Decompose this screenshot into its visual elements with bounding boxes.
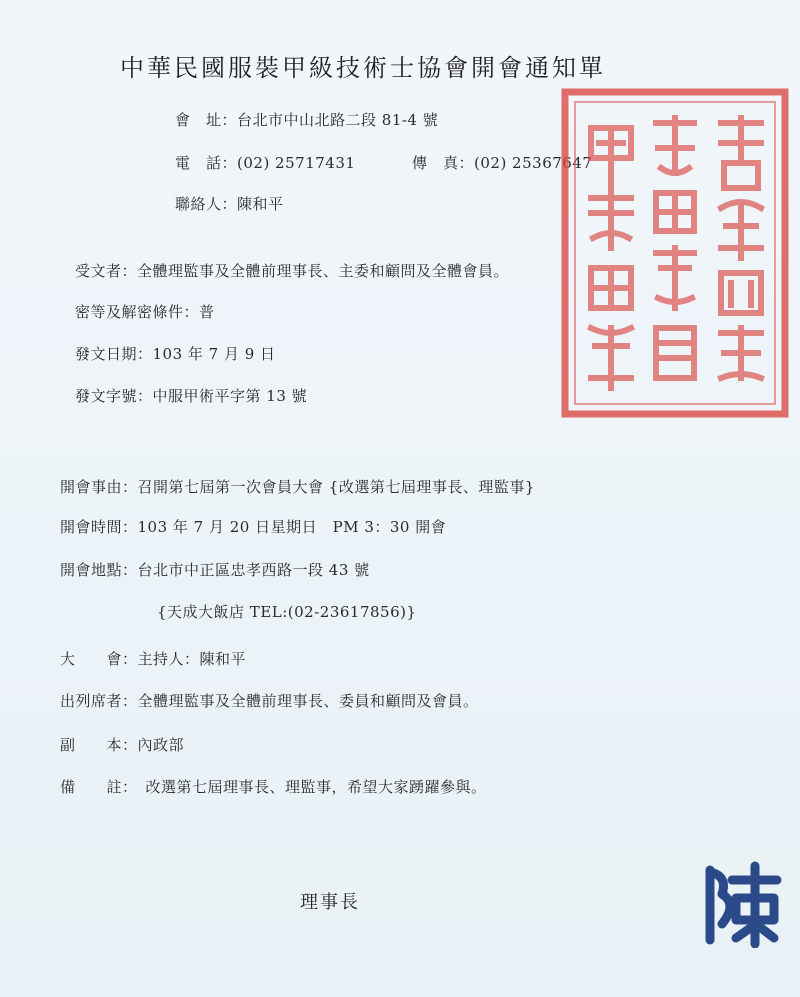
subject-line: 開會事由：召開第七屆第一次會員大會 {改選第七屆理事長、理監事} [60, 478, 535, 496]
phone-line: 電 話：(02) 25717431 [175, 154, 356, 172]
chairman-signature [700, 858, 800, 948]
official-seal [561, 88, 789, 418]
attendees-line: 出列席者：全體理監事及全體前理事長、委員和顧問及會員。 [60, 692, 479, 710]
contact-line: 聯絡人：陳和平 [175, 195, 284, 213]
location-line: 開會地點：台北市中正區忠孝西路一段 43 號 [60, 561, 370, 579]
venue-line: {天成大飯店 TEL:(02-23617856)} [157, 603, 417, 621]
issue-number-line: 發文字號：中服甲術平字第 13 號 [75, 387, 308, 405]
issue-date-line: 發文日期：103 年 7 月 9 日 [75, 345, 276, 363]
copy-line: 副 本：內政部 [60, 736, 185, 754]
chair-line: 大 會：主持人：陳和平 [60, 650, 247, 668]
remarks-line: 備 註： 改選第七屆理事長、理監事，希望大家踴躍參與。 [60, 778, 487, 796]
signature-block [300, 888, 360, 914]
address-line: 會 址：台北市中山北路二段 81-4 號 [175, 111, 439, 129]
signatory-role: 理事長 [300, 892, 360, 913]
classification-line: 密等及解密條件：普 [75, 303, 215, 321]
fax-line: 傳 真：(02) 25367647 [412, 154, 593, 172]
document-title: 中華民國服裝甲級技術士協會開會通知單 [120, 54, 606, 82]
time-line: 開會時間：103 年 7 月 20 日星期日 PM 3：30 開會 [60, 518, 447, 536]
recipient-line: 受文者：全體理監事及全體前理事長、主委和顧問及全體會員。 [75, 262, 510, 280]
